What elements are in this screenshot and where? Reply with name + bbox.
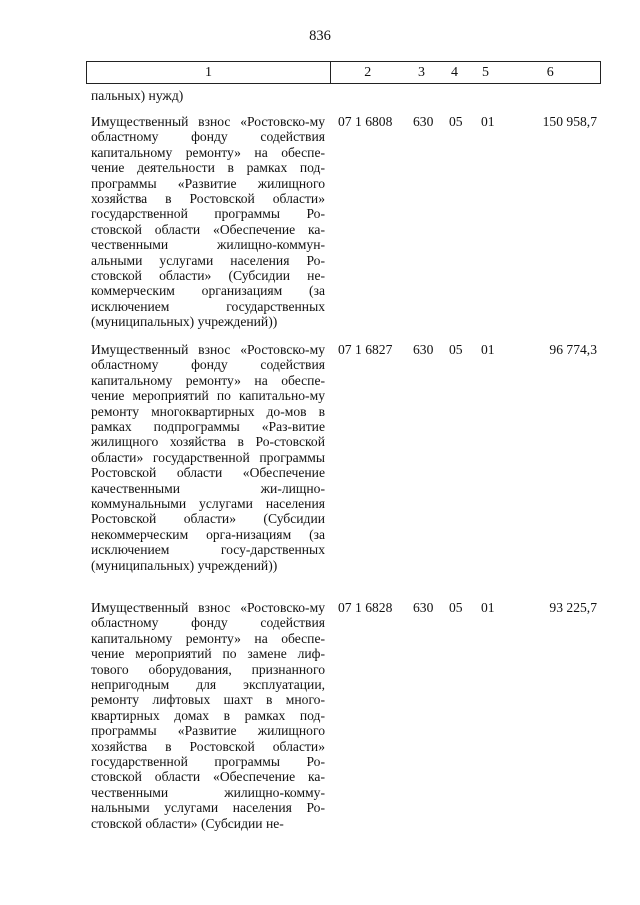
header-col-3: 3 bbox=[405, 62, 439, 84]
row-rz: 05 bbox=[449, 342, 463, 357]
row-code: 07 1 6828 bbox=[338, 600, 393, 615]
header-col-5: 5 bbox=[471, 62, 501, 84]
table-header bbox=[86, 61, 601, 84]
row-vr: 630 bbox=[413, 342, 434, 357]
row-code: 07 1 6808 bbox=[338, 114, 393, 129]
row-pr: 01 bbox=[481, 600, 495, 615]
page-number: 836 bbox=[309, 28, 331, 44]
row-amount: 150 958,7 bbox=[542, 114, 597, 129]
row-vr: 630 bbox=[413, 114, 434, 129]
continuation-text: пальных) нужд) bbox=[91, 88, 184, 103]
row-rz: 05 bbox=[449, 600, 463, 615]
row-code: 07 1 6827 bbox=[338, 342, 393, 357]
header-col-2: 2 bbox=[331, 62, 405, 84]
header-col-4: 4 bbox=[439, 62, 471, 84]
header-col-1: 1 bbox=[87, 62, 331, 84]
row-amount: 96 774,3 bbox=[549, 342, 597, 357]
row-description: Имущественный взнос «Ростовско-му областному фонду содействия капитальному ремонту» на обеспе-чение деятельности в рамках под-программы «Развитие жилищного хозяйства в Ростовской области» государственной программы Ро-стовской области «Обеспечение ка-чественными жилищно-коммун-альными услугами населения Ро-стовской области» (Субсидии не-коммерческим организациям (за исключением государственных (муниципальных) учреждений)) bbox=[91, 114, 325, 330]
row-vr: 630 bbox=[413, 600, 434, 615]
row-rz: 05 bbox=[449, 114, 463, 129]
row-pr: 01 bbox=[481, 114, 495, 129]
header-col-6: 6 bbox=[501, 62, 601, 84]
row-amount: 93 225,7 bbox=[549, 600, 597, 615]
row-description: Имущественный взнос «Ростовско-му областному фонду содействия капитальному ремонту» на обеспе-чение мероприятий по капитально-му ремонту многоквартирных до-мов в рамках подпрограммы «Раз-витие жилищного хозяйства в Ро-стовской области» государственной программы Ростовской области «Обеспечение качественными жи-лищно-коммунальными услугами населения Ростовской области» (Субсидии некоммерческим орга-низациям (за исключением госу-дарственных (муниципальных) учреждений)) bbox=[91, 342, 325, 573]
row-pr: 01 bbox=[481, 342, 495, 357]
row-description: Имущественный взнос «Ростовско-му областному фонду содействия капитальному ремонту» на обеспе-чение мероприятий по замене лиф-тового оборудования, признанного непригодным для эксплуатации, ремонту лифтовых шахт в много-квартирных домах в рамках под-программы «Развитие жилищного хозяйства в Ростовской области» государственной программы Ро-стовской области «Обеспечение ка-чественными жилищно-комму-нальными услугами населения Ро-стовской области» (Субсидии не- bbox=[91, 600, 325, 831]
